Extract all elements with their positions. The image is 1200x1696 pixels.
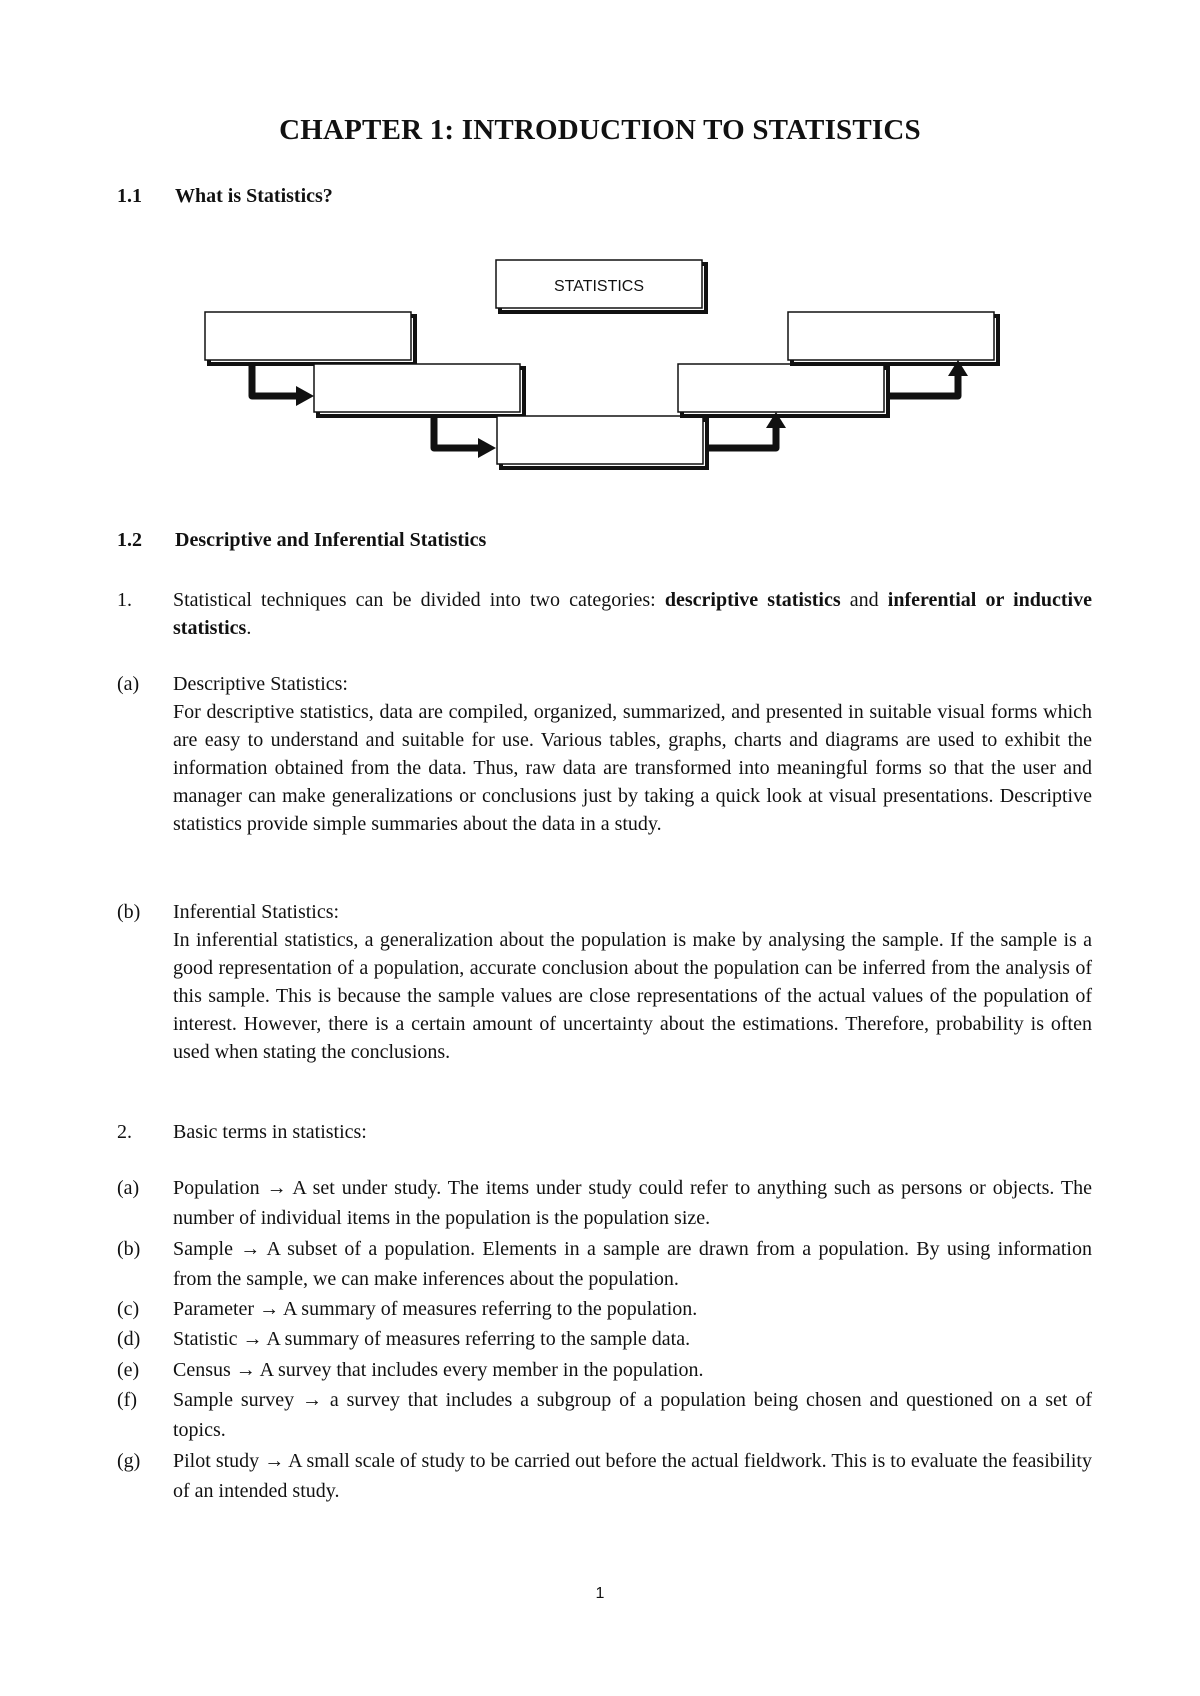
bent-arrow-down-right-icon xyxy=(252,364,300,396)
item-text: Sample survey → a survey that includes a subgroup of a population being chosen and questioned on a set of topics. xyxy=(173,1389,1092,1442)
list-item xyxy=(117,1446,1092,1507)
point-text: Basic terms in statistics: xyxy=(173,1121,367,1143)
point-1 xyxy=(117,586,1092,642)
text-run: Statistical techniques can be divided into two categories: xyxy=(173,589,665,611)
section-heading-1-2 xyxy=(117,529,486,552)
statistics-flow-diagram xyxy=(0,0,1200,480)
diagram-box-bottom xyxy=(497,416,707,468)
text-run: . xyxy=(246,617,252,639)
diagram-box-right-1 xyxy=(788,312,998,364)
bold-term: descriptive statistics xyxy=(664,589,841,611)
text-run: and xyxy=(840,589,888,611)
terms-list xyxy=(117,1173,1092,1506)
bent-arrow-down-right-icon xyxy=(434,414,482,448)
item-label: (b) xyxy=(117,1237,141,1260)
point-2 xyxy=(117,1118,1092,1146)
point-text xyxy=(173,586,1092,642)
item-label: (e) xyxy=(117,1358,140,1381)
point-label: 2. xyxy=(117,1121,132,1143)
point-label: 1. xyxy=(117,589,132,611)
item-label: (f) xyxy=(117,1389,137,1412)
item-text: Sample → A subset of a population. Elements in a sample are drawn from a population. By using information from the sample, we can make inferences about the population. xyxy=(173,1237,1092,1290)
list-item xyxy=(117,1234,1092,1295)
bold-term: inferential or inductive statistics xyxy=(173,589,1092,639)
item-label: (d) xyxy=(117,1328,141,1351)
page-number: 1 xyxy=(595,1585,605,1602)
list-item xyxy=(117,1294,1092,1324)
diagram-box-left-1 xyxy=(205,312,415,364)
list-item xyxy=(117,1355,1092,1385)
section-title: What is Statistics? xyxy=(175,185,333,207)
point-1a xyxy=(117,670,1092,838)
item-text: Population → A set under study. The items under study could refer to anything such as persons or objects. The number of individual items in the population is the population size. xyxy=(173,1177,1092,1230)
list-item xyxy=(117,1385,1092,1446)
item-label: (a) xyxy=(117,1177,140,1199)
diagram-box-statistics-label: STATISTICS xyxy=(553,278,645,295)
item-text: Pilot study → A small scale of study to be carried out before the actual fieldwork. This is to evaluate the feasibility of an intended study. xyxy=(173,1449,1092,1502)
section-number: 1.2 xyxy=(117,529,142,551)
diagram-box-left-2 xyxy=(314,364,524,416)
point-text: In inferential statistics, a generalization about the population is make by analysing the sample. If the sample is a good representation of a population, accurate conclusion about the population can be inferred from the analysis of this sample. This is because the sample values are close representations of the actual values of the population of interest. However, there is a certain amount of uncertainty about the estimations. Therefore, probability is often used when stating the conclusions. xyxy=(173,929,1092,1063)
point-heading: Descriptive Statistics: xyxy=(173,673,348,695)
point-text: For descriptive statistics, data are compiled, organized, summarized, and presented in suitable visual forms which are easy to understand and suitable for use. Various tables, graphs, charts and diagrams are used to exhibit the information obtained from the data. Thus, raw data are transformed into meaningful forms so that the user and manager can make generalizations or conclusions just by taking a quick look at visual presentations. Descriptive statistics provide simple summaries about the data in a study. xyxy=(173,701,1092,835)
item-text: Statistic → A summary of measures referring to the sample data. xyxy=(173,1328,691,1351)
section-number: 1.1 xyxy=(117,185,142,207)
bent-arrow-up-right-icon xyxy=(706,426,776,448)
item-label: (c) xyxy=(117,1298,140,1321)
bent-arrow-up-right-icon xyxy=(888,374,958,396)
list-item xyxy=(117,1324,1092,1354)
point-1b xyxy=(117,898,1092,1066)
point-label: (a) xyxy=(117,673,140,695)
item-text: Parameter → A summary of measures referring to the population. xyxy=(173,1298,698,1321)
section-title: Descriptive and Inferential Statistics xyxy=(175,529,487,551)
list-item xyxy=(117,1173,1092,1234)
page-title: CHAPTER 1: INTRODUCTION TO STATISTICS xyxy=(279,114,921,146)
point-body xyxy=(173,670,1092,838)
point-label: (b) xyxy=(117,901,141,923)
point-body xyxy=(173,898,1092,1066)
item-label: (g) xyxy=(117,1449,141,1472)
diagram-box-right-2 xyxy=(678,364,888,416)
diagram-box-statistics xyxy=(496,260,706,312)
point-heading: Inferential Statistics: xyxy=(173,901,340,923)
item-text: Census → A survey that includes every member in the population. xyxy=(173,1358,704,1381)
